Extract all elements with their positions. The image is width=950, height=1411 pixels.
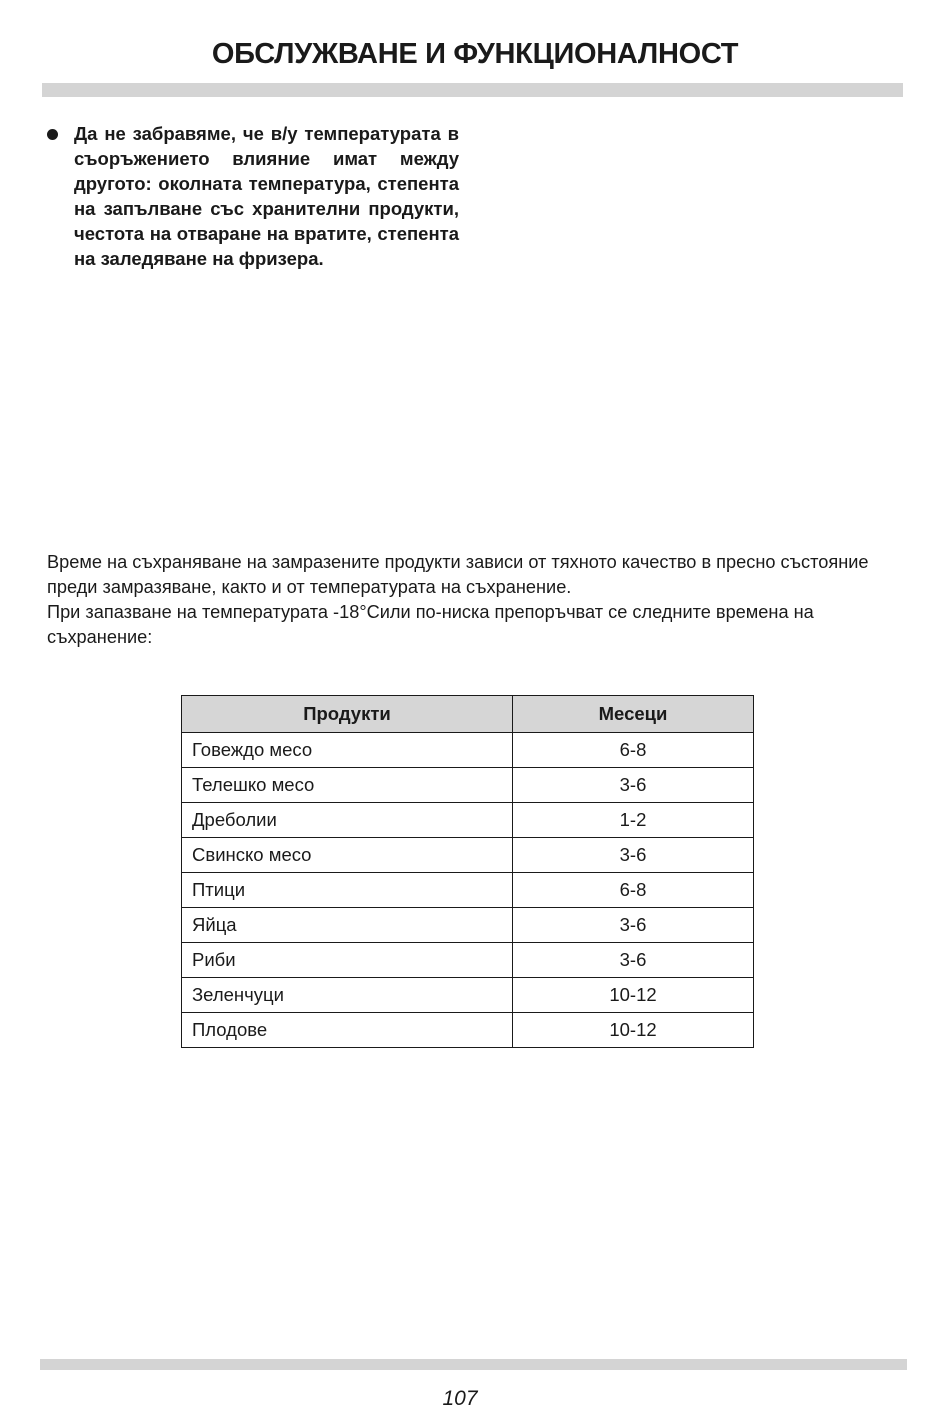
months-cell: 3-6: [513, 838, 754, 873]
product-cell: Дреболии: [182, 803, 513, 838]
page-number: 107: [442, 1387, 478, 1410]
intro-paragraph: При запазване на температурата -18°Сили по-ниска препоръчват се следните времена на съхранение:: [47, 602, 814, 647]
months-cell: 10-12: [513, 978, 754, 1013]
product-cell: Плодове: [182, 1013, 513, 1048]
product-cell: Яйца: [182, 908, 513, 943]
table-row: [182, 943, 754, 978]
table-row: [182, 908, 754, 943]
intro-text: [47, 550, 907, 650]
months-cell: 3-6: [513, 768, 754, 803]
product-cell: Риби: [182, 943, 513, 978]
months-cell: 3-6: [513, 908, 754, 943]
table-row: [182, 978, 754, 1013]
months-cell: 10-12: [513, 1013, 754, 1048]
table-row: [182, 803, 754, 838]
table-header-row: [182, 696, 754, 733]
table-row: [182, 733, 754, 768]
months-cell: 1-2: [513, 803, 754, 838]
note-text: Да не забравяме, че в/у температурата в съоръжението влияние имат между другото: околната температура, степента на запълване със хранителни продукти, честота на отваране на вратите, степента на заледяване на фризера.: [74, 123, 459, 269]
product-cell: Телешко месо: [182, 768, 513, 803]
table-row: [182, 838, 754, 873]
months-cell: 6-8: [513, 733, 754, 768]
product-cell: Говеждо месо: [182, 733, 513, 768]
table-row: [182, 873, 754, 908]
product-cell: Зеленчуци: [182, 978, 513, 1013]
intro-paragraph: Време на съхраняване на замразените продукти зависи от тяхното качество в пресно състояние преди замразяване, както и от температурата на съхранение.: [47, 552, 869, 597]
table-row: [182, 1013, 754, 1048]
bullet-icon: [47, 129, 58, 140]
header-divider: [42, 83, 903, 97]
column-header-product: Продукти: [182, 696, 513, 733]
table-row: [182, 768, 754, 803]
footer-divider: [40, 1359, 907, 1370]
note-bullet: [47, 121, 459, 271]
months-cell: 6-8: [513, 873, 754, 908]
column-header-months: Месеци: [513, 696, 754, 733]
page-title: ОБСЛУЖВАНЕ И ФУНКЦИОНАЛНОСТ: [211, 38, 739, 70]
product-cell: Птици: [182, 873, 513, 908]
product-cell: Свинско месо: [182, 838, 513, 873]
storage-times-table: [181, 695, 754, 1048]
months-cell: 3-6: [513, 943, 754, 978]
